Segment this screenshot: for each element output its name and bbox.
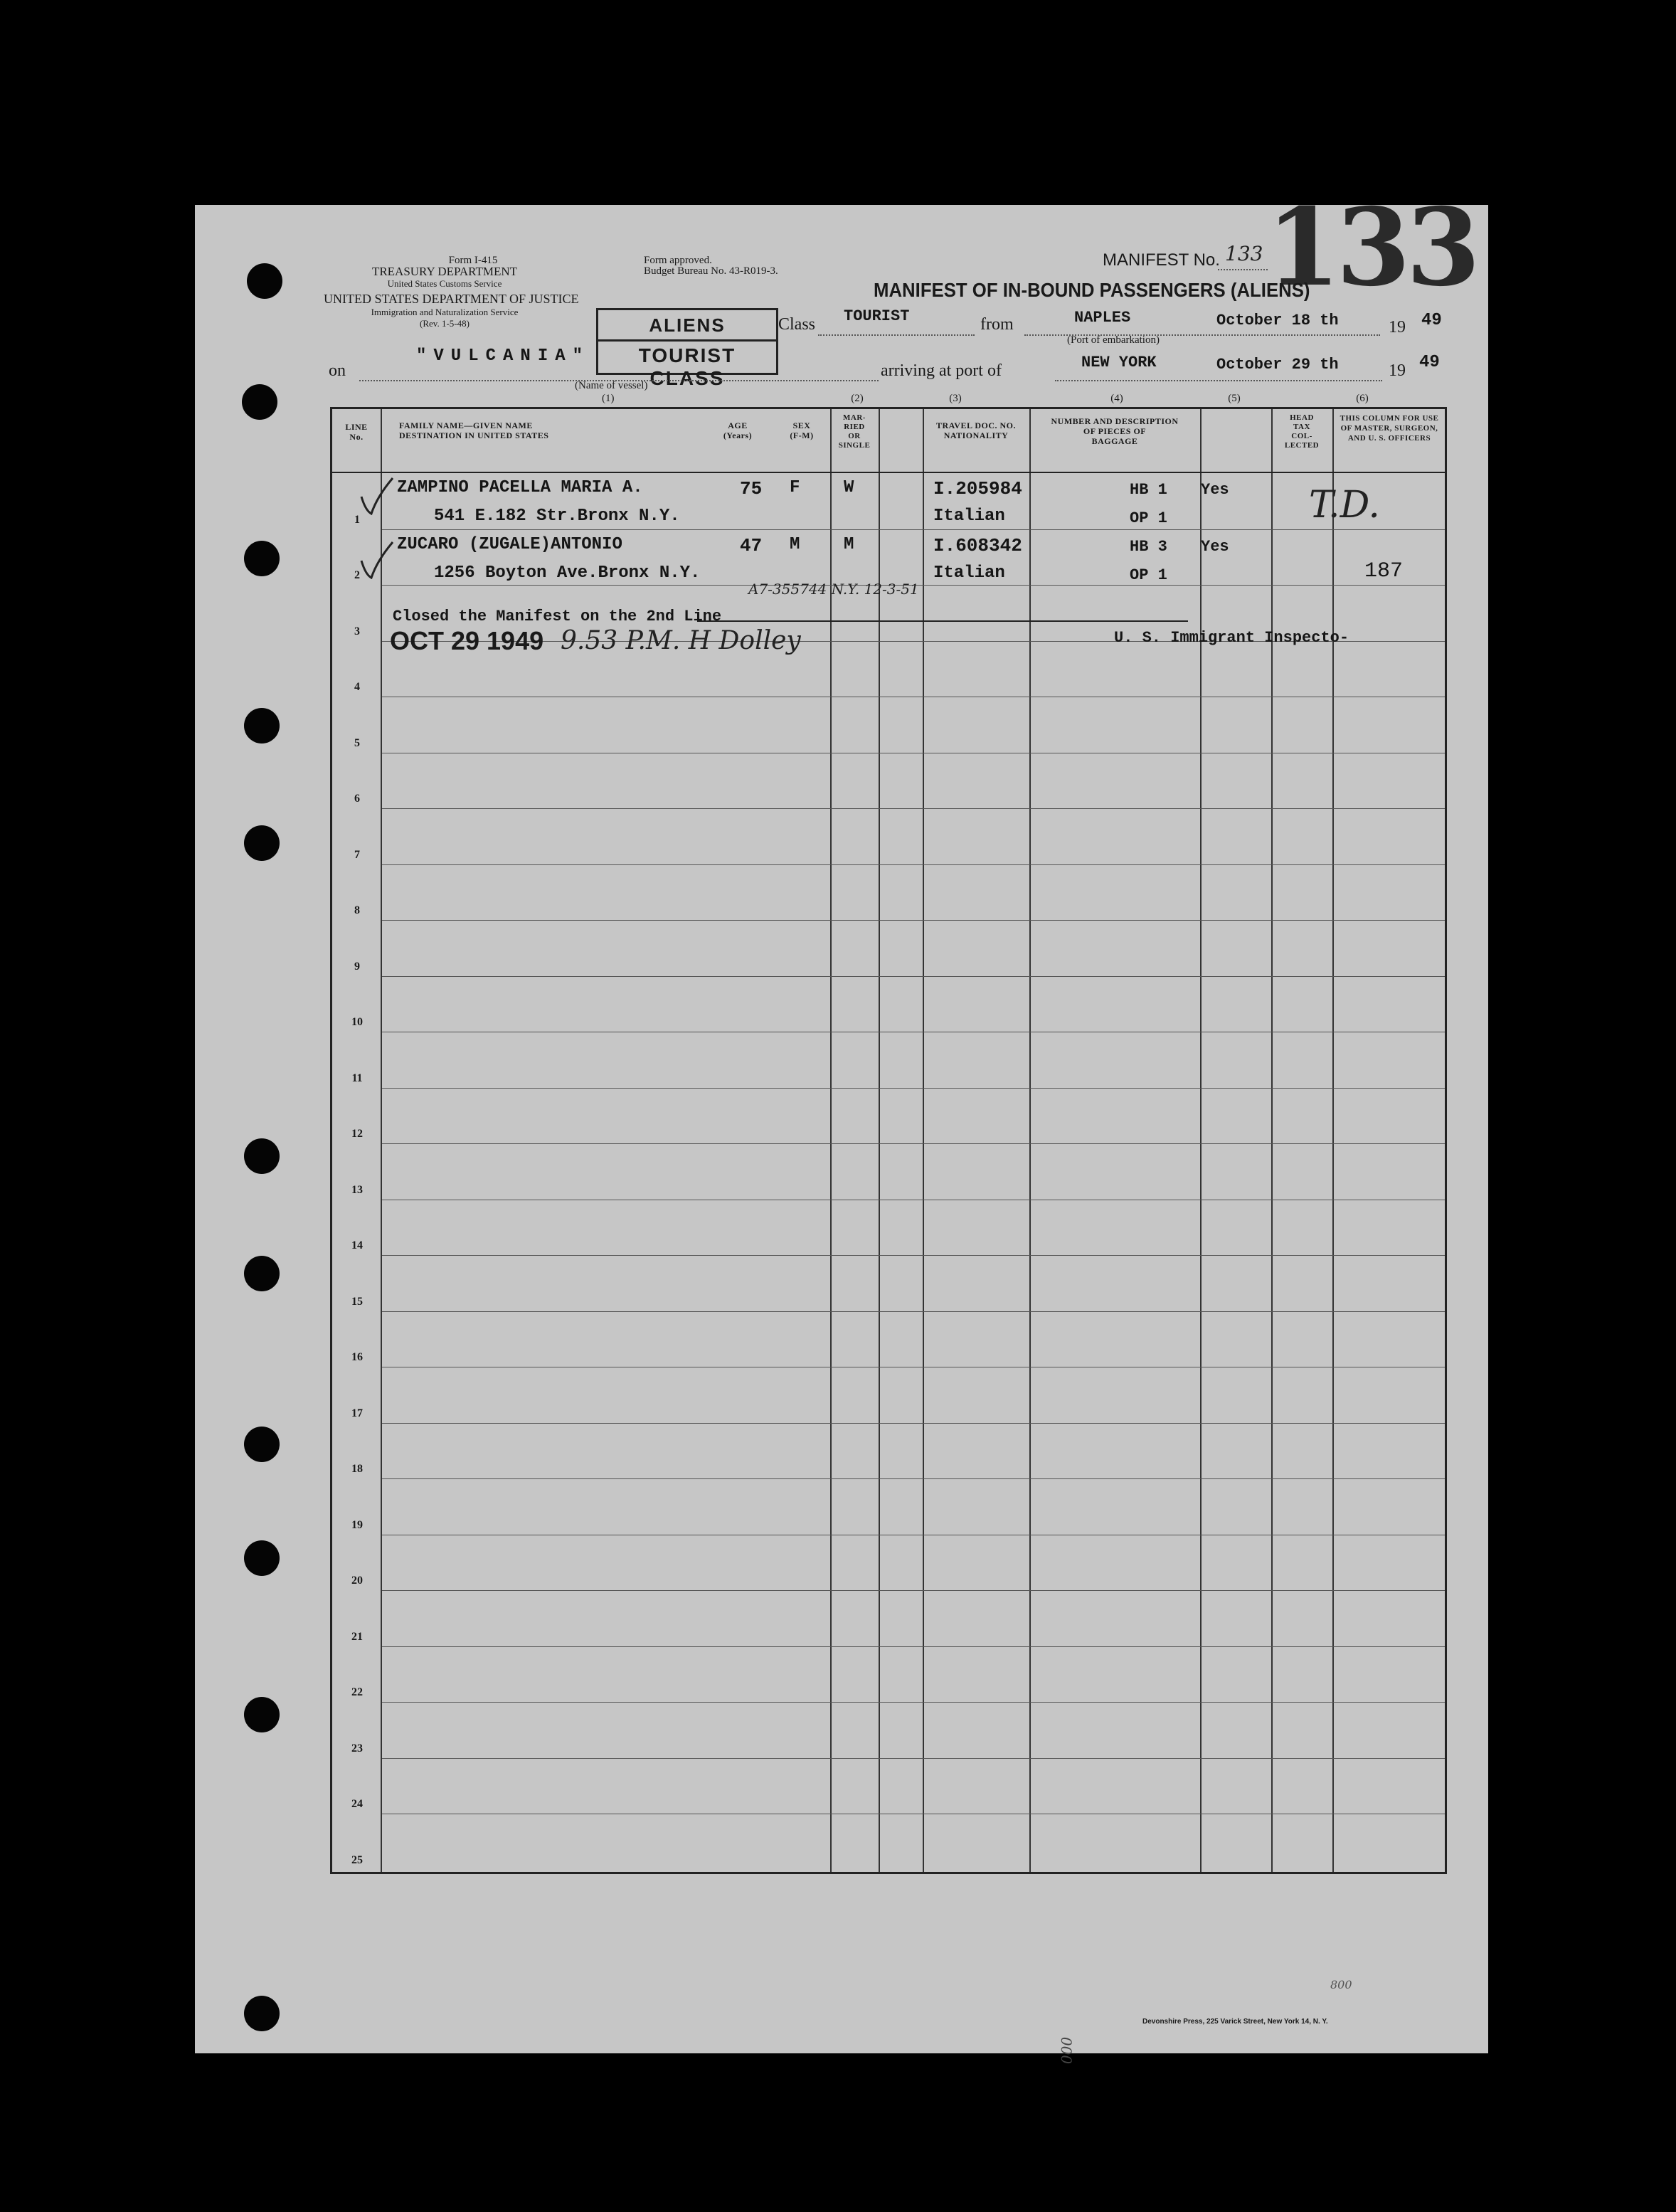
line-number: 13 bbox=[351, 1183, 363, 1196]
line-number: 25 bbox=[351, 1853, 363, 1866]
line-number: 5 bbox=[354, 736, 360, 749]
arrival-port: NEW YORK bbox=[1081, 354, 1157, 371]
passenger-1-baggage1: HB 1 bbox=[1130, 481, 1167, 499]
line-number: 24 bbox=[351, 1798, 363, 1810]
treasury-dept: TREASURY DEPARTMENT bbox=[371, 265, 518, 278]
check-mark-icon bbox=[356, 475, 398, 518]
col-num-2: (2) bbox=[851, 393, 864, 404]
row-line bbox=[382, 976, 1445, 977]
line-number: 15 bbox=[351, 1295, 363, 1308]
arriving-label: arriving at port of bbox=[881, 361, 1002, 380]
ins-service: Immigration and Naturalization Service bbox=[371, 307, 519, 317]
row-line bbox=[382, 1590, 1445, 1591]
corner-mark: 800 bbox=[1330, 1978, 1352, 1991]
closing-rule bbox=[697, 620, 1188, 622]
arrival-date: October 29 th bbox=[1216, 356, 1339, 374]
line-number: 19 bbox=[351, 1518, 363, 1531]
stamp-line2: TOURIST CLASS bbox=[598, 339, 776, 390]
row-line bbox=[382, 864, 1445, 865]
col-divider bbox=[1029, 409, 1031, 1872]
manifest-no-line bbox=[1218, 269, 1268, 270]
passenger-1-nationality: Italian bbox=[933, 507, 1005, 526]
row-line bbox=[382, 920, 1445, 921]
vessel-name: "VULCANIA" bbox=[416, 346, 590, 366]
passenger-2-address: 1256 Boyton Ave.Bronx N.Y. bbox=[434, 563, 701, 583]
line-number: 7 bbox=[354, 848, 360, 861]
punch-hole bbox=[244, 1540, 280, 1576]
stamp-line1: ALIENS bbox=[649, 314, 726, 336]
passenger-2-sex: M bbox=[790, 535, 800, 554]
col-divider bbox=[923, 409, 924, 1872]
depart-year-prefix: 19 bbox=[1389, 318, 1406, 337]
passenger-1-marital: W bbox=[844, 478, 854, 497]
row-line bbox=[382, 1088, 1445, 1089]
passenger-1-baggage2: OP 1 bbox=[1130, 509, 1167, 527]
margin-note: 000 bbox=[1058, 2036, 1076, 2065]
punch-hole bbox=[244, 1138, 280, 1174]
col-head-age: AGE (Years) bbox=[723, 420, 753, 440]
line-number: 21 bbox=[351, 1630, 363, 1643]
punch-hole bbox=[244, 708, 280, 743]
line-number: 20 bbox=[351, 1575, 363, 1587]
check-mark-icon bbox=[356, 539, 398, 582]
class-line bbox=[818, 334, 975, 336]
col-num-5: (5) bbox=[1228, 393, 1241, 404]
col-head-officers: THIS COLUMN FOR USE OF MASTER, SURGEON, AND U. S. OFFICERS bbox=[1340, 414, 1439, 443]
row-line bbox=[382, 529, 1445, 530]
passenger-1-head-tax: Yes bbox=[1201, 481, 1229, 499]
punch-hole bbox=[244, 1256, 280, 1291]
customs-service: United States Customs Service bbox=[387, 278, 502, 289]
class-label: Class bbox=[778, 315, 816, 334]
passenger-2-head-tax: Yes bbox=[1201, 538, 1229, 556]
col-num-4: (4) bbox=[1110, 393, 1123, 404]
manifest-title: MANIFEST OF IN-BOUND PASSENGERS (ALIENS) bbox=[874, 279, 1310, 301]
passenger-1-age: 75 bbox=[740, 478, 763, 499]
manifest-no-handwritten: 133 bbox=[1225, 242, 1263, 265]
line-number: 9 bbox=[354, 960, 360, 973]
closing-text: Closed the Manifest on the 2nd Line bbox=[393, 608, 722, 625]
depart-date: October 18 th bbox=[1216, 312, 1339, 329]
line-number: 22 bbox=[351, 1686, 363, 1698]
line-number: 4 bbox=[354, 681, 360, 693]
row-line bbox=[382, 1423, 1445, 1424]
col-divider bbox=[830, 409, 832, 1872]
form-approved: Form approved. bbox=[644, 255, 712, 266]
col-num-3: (3) bbox=[949, 393, 962, 404]
line-number: 6 bbox=[354, 793, 360, 805]
from-value: NAPLES bbox=[1074, 309, 1131, 327]
printer-imprint: Devonshire Press, 225 Varick Street, New York 14, N. Y. bbox=[1142, 2018, 1328, 2026]
line-number: 17 bbox=[351, 1407, 363, 1419]
passenger-2-nationality: Italian bbox=[933, 563, 1005, 583]
vessel-col-num: (1) bbox=[602, 393, 615, 404]
row-line bbox=[382, 1478, 1445, 1479]
col-head-name: FAMILY NAME—GIVEN NAME DESTINATION IN UNITED STATES bbox=[399, 420, 549, 440]
col-head-head-tax: HEAD TAX COL- LECTED bbox=[1284, 413, 1320, 450]
port-caption: (Port of embarkation) bbox=[1067, 334, 1160, 346]
row-line bbox=[382, 1311, 1445, 1312]
line-number: 23 bbox=[351, 1742, 363, 1755]
form-number: Form I-415 bbox=[448, 255, 498, 266]
row-line bbox=[382, 1758, 1445, 1759]
passenger-2-annotation: A7-355744 N.Y. 12-3-51 bbox=[748, 581, 919, 598]
col-head-baggage: NUMBER AND DESCRIPTION OF PIECES OF BAGGAGE bbox=[1051, 416, 1179, 446]
col-num-6: (6) bbox=[1356, 393, 1369, 404]
line-number: 2 bbox=[354, 569, 360, 581]
line-number: 3 bbox=[354, 625, 360, 637]
passenger-1-sex: F bbox=[790, 478, 800, 497]
arrival-year-prefix: 19 bbox=[1389, 361, 1406, 380]
col-head-travel-doc: TRAVEL DOC. NO. NATIONALITY bbox=[936, 420, 1016, 440]
punch-hole bbox=[244, 1427, 280, 1462]
punch-hole bbox=[244, 825, 280, 861]
class-value: TOURIST bbox=[844, 307, 910, 325]
closing-time-signature: 9.53 P.M. H Dolley bbox=[561, 626, 801, 655]
justice-dept: UNITED STATES DEPARTMENT OF JUSTICE bbox=[324, 292, 579, 306]
line-number: 12 bbox=[351, 1128, 363, 1140]
revision: (Rev. 1-5-48) bbox=[420, 318, 470, 329]
row-line bbox=[382, 1143, 1445, 1144]
officer-initials: T.D. bbox=[1309, 484, 1380, 526]
punch-hole bbox=[244, 541, 280, 576]
budget-bureau: Budget Bureau No. 43-R019-3. bbox=[644, 265, 778, 277]
line-number: 11 bbox=[351, 1071, 363, 1084]
punch-hole bbox=[244, 1996, 280, 2031]
inspector-title: U. S. Immigrant Inspecto- bbox=[1114, 629, 1349, 647]
on-label: on bbox=[329, 361, 346, 380]
line-number: 8 bbox=[354, 904, 360, 916]
passenger-2-name: ZUCARO (ZUGALE)ANTONIO bbox=[397, 535, 622, 554]
punch-hole bbox=[247, 263, 282, 299]
closing-stamp-date: OCT 29 1949 bbox=[390, 626, 544, 655]
line-number: 1 bbox=[354, 513, 360, 526]
col-head-sex: SEX (F-M) bbox=[790, 420, 814, 440]
arrival-line bbox=[1055, 380, 1382, 381]
officer-number: 187 bbox=[1364, 559, 1404, 583]
col-head-married: MAR- RIED OR SINGLE bbox=[838, 413, 871, 450]
arrival-year: 49 bbox=[1419, 353, 1440, 372]
punch-hole bbox=[242, 384, 277, 420]
line-number: 10 bbox=[351, 1016, 363, 1028]
passenger-2-marital: M bbox=[844, 535, 854, 554]
passenger-1-address: 541 E.182 Str.Bronx N.Y. bbox=[434, 507, 680, 526]
col-head-line: LINE No. bbox=[345, 422, 368, 442]
row-line bbox=[382, 808, 1445, 809]
passenger-1-doc: I.205984 bbox=[933, 478, 1022, 499]
passenger-2-baggage2: OP 1 bbox=[1130, 566, 1167, 584]
line-number: 18 bbox=[351, 1463, 363, 1475]
passenger-1-name: ZAMPINO PACELLA MARIA A. bbox=[397, 478, 643, 497]
passenger-2-baggage1: HB 3 bbox=[1130, 538, 1167, 556]
from-label: from bbox=[980, 315, 1014, 334]
header-rule bbox=[332, 472, 1445, 473]
row-line bbox=[382, 1646, 1445, 1647]
row-line bbox=[382, 1255, 1445, 1256]
punch-hole bbox=[244, 1697, 280, 1732]
manifest-no-label: MANIFEST No. bbox=[1103, 250, 1220, 270]
depart-year: 49 bbox=[1421, 311, 1442, 330]
line-number: 14 bbox=[351, 1239, 363, 1251]
passenger-2-age: 47 bbox=[740, 535, 763, 556]
row-line bbox=[382, 1702, 1445, 1703]
vessel-caption: (Name of vessel) bbox=[575, 380, 648, 391]
col-divider bbox=[879, 409, 880, 1872]
passenger-2-doc: I.608342 bbox=[933, 535, 1022, 556]
line-number: 16 bbox=[351, 1351, 363, 1363]
manifest-no-stamp: 133 bbox=[1266, 185, 1477, 310]
